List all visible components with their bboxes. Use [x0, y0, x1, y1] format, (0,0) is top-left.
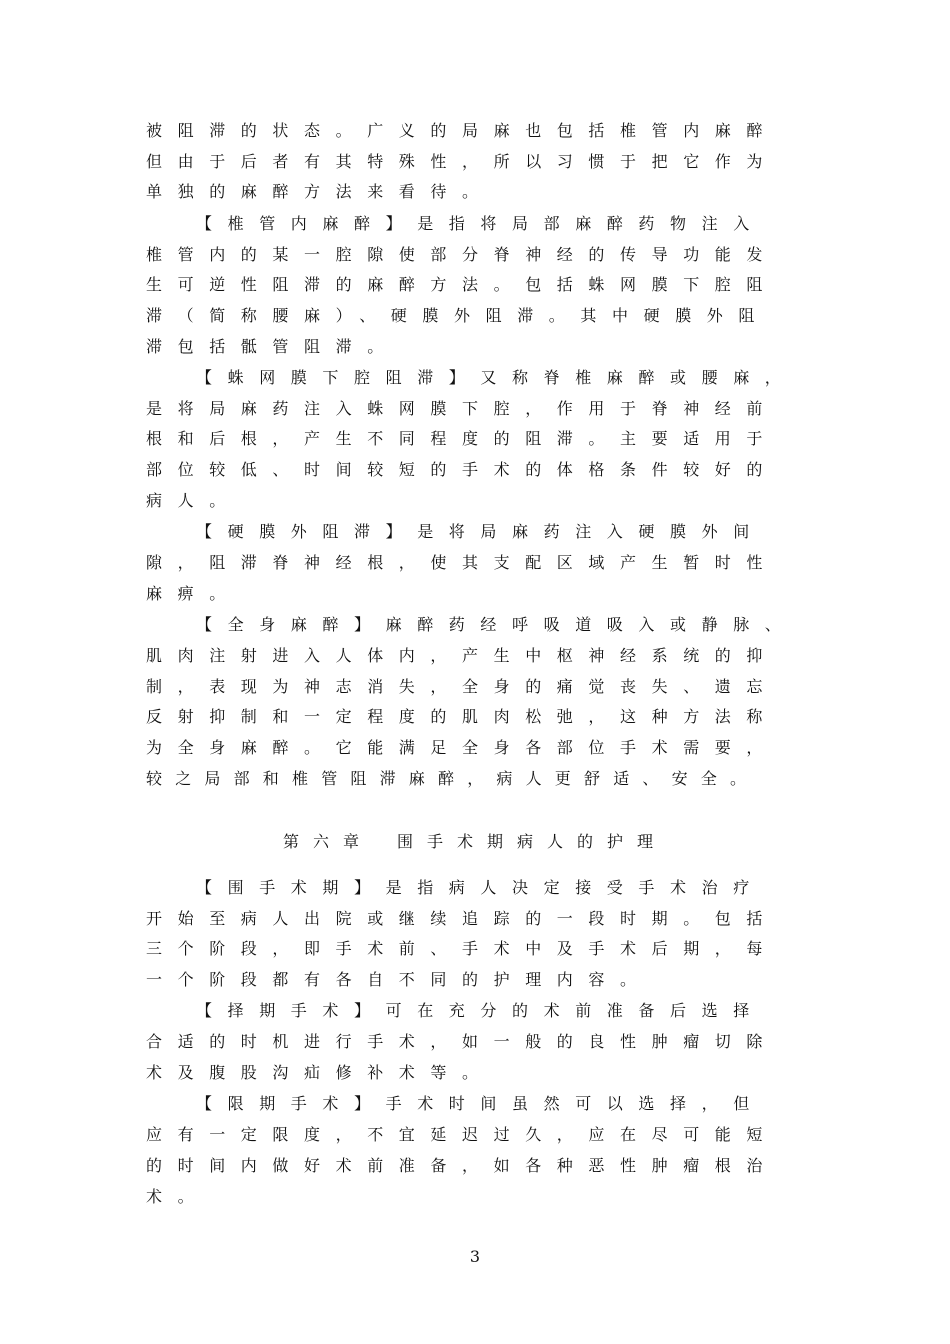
paragraph-line: 部位较低、时间较短的手术的体格条件较好的	[146, 460, 779, 479]
chapter-heading	[0, 831, 950, 853]
page-number: 3	[469, 1247, 481, 1266]
paragraph-line: 较之局部和椎管阻滞麻醉，病人更舒适、安全。	[146, 769, 760, 788]
term-paragraph-first-line: 【全身麻醉】麻醉药经呼吸道吸入或静脉、	[196, 615, 797, 634]
paragraph-line: 病人。	[146, 491, 241, 510]
paragraph-line: 为全身麻醉。它能满足全身各部位手术需要，	[146, 738, 779, 757]
paragraph-line: 是将局麻药注入蛛网膜下腔，作用于脊神经前	[146, 399, 779, 418]
paragraph-line: 椎管内的某一腔隙使部分脊神经的传导功能发	[146, 245, 779, 264]
paragraph-line: 滞包括骶管阻滞。	[146, 337, 399, 356]
paragraph-line: 隙，阻滞脊神经根，使其支配区域产生暂时性	[146, 553, 779, 572]
paragraph-line: 单独的麻醉方法来看待。	[146, 182, 494, 201]
paragraph-line: 肌肉注射进入人体内，产生中枢神经系统的抑	[146, 646, 779, 665]
paragraph-line: 滞（简称腰麻）、硬膜外阻滞。其中硬膜外阻	[146, 306, 771, 325]
paragraph-line: 三个阶段，即手术前、手术中及手术后期，每	[146, 939, 779, 958]
term-paragraph-first-line: 【围手术期】是指病人决定接受手术治疗	[196, 878, 765, 897]
paragraph-line: 的时间内做好术前准备，如各种恶性肿瘤根治	[146, 1156, 779, 1175]
paragraph-line: 麻痹。	[146, 584, 241, 603]
term-paragraph-first-line: 【硬膜外阻滞】是将局麻药注入硬膜外间	[196, 522, 765, 541]
paragraph-line: 术。	[146, 1187, 210, 1206]
paragraph-line: 应有一定限度，不宜延迟过久，应在尽可能短	[146, 1125, 779, 1144]
paragraph-line: 但由于后者有其特殊性，所以习惯于把它作为	[146, 152, 779, 171]
term-paragraph-first-line: 【蛛网膜下腔阻滞】又称脊椎麻醉或腰麻，	[196, 368, 797, 387]
paragraph-line: 术及腹股沟疝修补术等。	[146, 1063, 494, 1082]
term-paragraph-first-line: 【椎管内麻醉】是指将局部麻醉药物注入	[196, 214, 765, 233]
paragraph-line: 一个阶段都有各自不同的护理内容。	[146, 970, 652, 989]
term-paragraph-first-line: 【限期手术】手术时间虽然可以选择，但	[196, 1094, 765, 1113]
paragraph-line: 开始至病人出院或继续追踪的一段时期。包括	[146, 909, 779, 928]
paragraph-line: 制，表现为神志消失，全身的痛觉丧失、遗忘	[146, 677, 779, 696]
paragraph-line: 合适的时机进行手术，如一般的良性肿瘤切除	[146, 1032, 779, 1051]
chapter-title: 围手术期病人的护理	[397, 832, 668, 851]
chapter-number: 第六章	[282, 832, 373, 851]
paragraph-line: 被阻滞的状态。广义的局麻也包括椎管内麻醉	[146, 121, 779, 140]
term-paragraph-first-line: 【择期手术】可在充分的术前准备后选择	[196, 1001, 765, 1020]
paragraph-line: 根和后根，产生不同程度的阻滞。主要适用于	[146, 429, 779, 448]
paragraph-line: 反射抑制和一定程度的肌肉松弛，这种方法称	[146, 707, 779, 726]
paragraph-line: 生可逆性阻滞的麻醉方法。包括蛛网膜下腔阻	[146, 275, 779, 294]
